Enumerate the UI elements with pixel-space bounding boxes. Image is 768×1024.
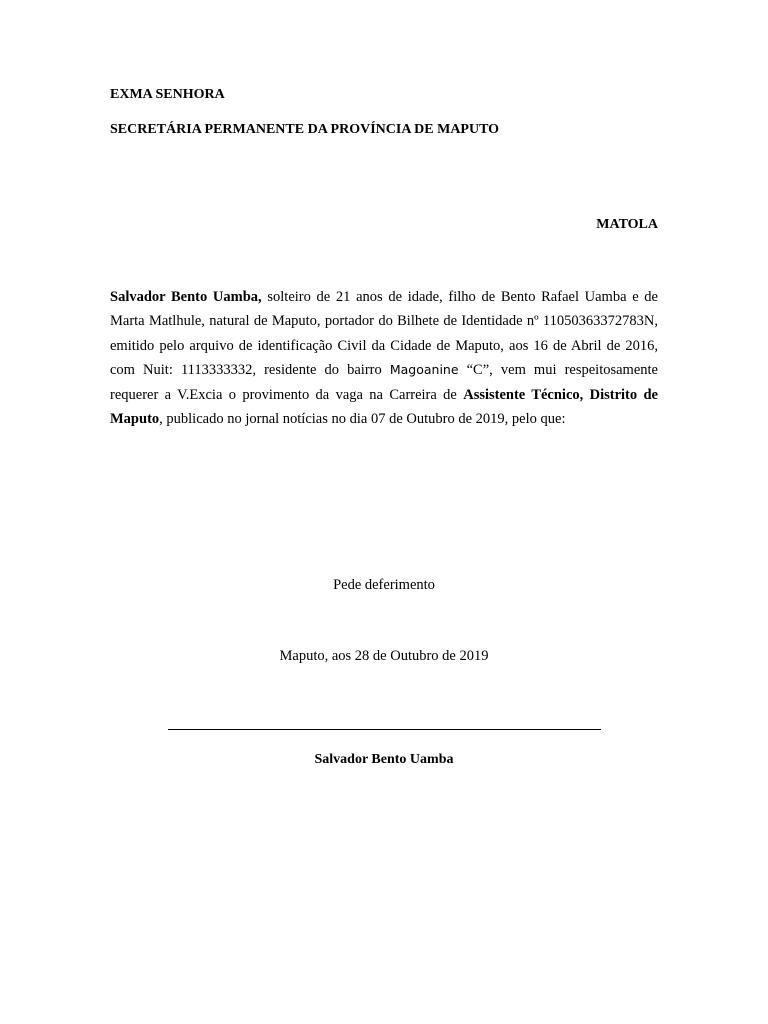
signature-line: [168, 729, 601, 730]
place-date-line: Maputo, aos 28 de Outubro de 2019: [279, 648, 489, 664]
body-text-part2: “C”, vem mui respeitosamente requerer a V.Excia o provimento da vaga na Carreira de: [110, 362, 658, 403]
recipient-city: MATOLA: [596, 217, 658, 232]
applicant-name: Salvador Bento Uamba,: [110, 289, 262, 305]
recipient-salutation: EXMA SENHORA: [110, 87, 225, 102]
letter-body: [110, 285, 658, 431]
position-title: Assistente Técnico, Distrito de Maputo: [110, 386, 658, 428]
body-text-part1: solteiro de 21 anos de idade, filho de Bento Rafael Uamba e de Marta Matlhule, natural de Maputo, portador do Bilhete de Identidade nº 11050363372783N, emitido pelo arquivo de identificação Civil da Cidade de Maputo, aos 16 de Abril de 2016, com Nuit: 1113333332, residente do bairro: [110, 289, 658, 379]
signature-name: Salvador Bento Uamba: [314, 752, 454, 767]
body-text-part3: , publicado no jornal notícias no dia 07 de Outubro de 2019, pelo que:: [159, 411, 566, 428]
bairro-name: Magoanine: [389, 362, 459, 378]
closing-request: Pede deferimento: [333, 577, 435, 593]
recipient-title: SECRETÁRIA PERMANENTE DA PROVÍNCIA DE MAPUTO: [110, 122, 500, 137]
